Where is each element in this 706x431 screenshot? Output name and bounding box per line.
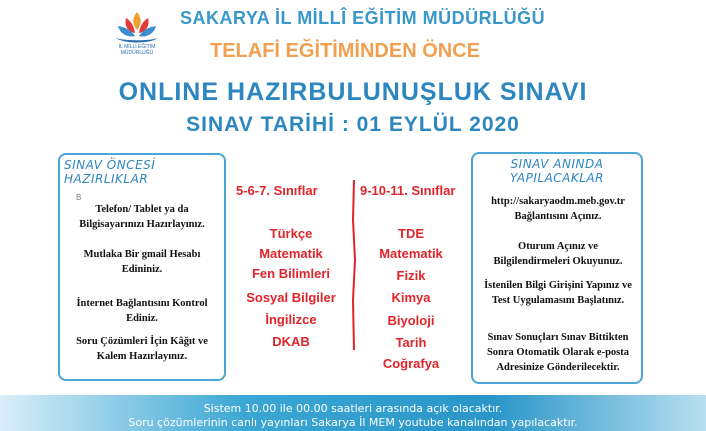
subject-right: Fizik [396,268,426,283]
subject-right: Biyoloji [387,313,435,328]
during-exam-heading [473,154,641,185]
organization-title: SAKARYA İL MİLLÎ EĞİTİM MÜDÜRLÜĞÜ [180,8,546,28]
pre-exam-heading-line2: HAZIRLIKLAR [64,172,149,186]
pre-exam-heading-line1: SINAV ÖNCESİ [64,158,156,172]
subject-left: Sosyal Bilgiler [246,290,336,305]
subject-right: Tarih [395,335,427,350]
page-title: ONLINE HAZIRBULUNUŞLUK SINAVI [118,78,588,106]
stray-mark: B [76,193,82,202]
footer-note-hours: Sistem 10.00 ile 00.00 saatleri arasında açık olacaktır. [203,402,503,415]
subject-right: Matematik [379,246,443,261]
grade-group-5-7-heading: 5-6-7. Sınıflar [236,183,318,198]
ministry-logo-icon [104,8,170,66]
subject-left: Fen Bilimleri [251,266,331,281]
during-exam-item: Sınav Sonuçları Sınav Bittikten Sonra Otomatik Olarak e-posta Adresinize Gönderilecektir. [486,332,630,373]
during-exam-item: http://sakaryaodm.meb.gov.tr Bağlantısını Açınız. [491,196,625,222]
pre-exam-heading [60,155,224,186]
pre-exam-item: İnternet Bağlantısını Kontrol Ediniz. [76,298,208,324]
footer-note-youtube: Soru çözümlerinin canlı yayınları Sakarya İl MEM youtube kanalından yapılacaktır. [128,416,578,429]
subject-left: İngilizce [265,312,317,327]
during-exam-item: İstenilen Bilgi Girişini Yapınız ve Test Uygulamasını Başlatınız. [484,280,632,306]
subject-right: Coğrafya [382,356,440,371]
logo-caption: İL MİLLİ EĞİTİM MÜDÜRLÜĞÜ [118,44,156,56]
pre-exam-item: Mutlaka Bir gmail Hesabı Edininiz. [83,249,201,275]
during-exam-heading-line1: SINAV ANINDA [510,157,604,171]
pre-exam-item: Telefon/ Tablet ya da Bilgisayarınızı Hazırlayınız. [79,204,205,230]
subject-left: Matematik [259,246,323,261]
subject-left: DKAB [272,334,310,349]
subtitle: TELAFİ EĞİTİMİNDEN ÖNCE [210,40,480,62]
during-exam-item: Oturum Açınız ve Bilgilendirmeleri Okuyunuz. [493,241,623,267]
during-exam-heading-line2: YAPILACAKLAR [510,171,604,185]
subject-left: Türkçe [269,226,313,241]
subject-right: TDE [398,226,424,241]
exam-date: SINAV TARİHİ : 01 EYLÜL 2020 [186,113,520,136]
pre-exam-item: Soru Çözümleri İçin Kâğıt ve Kalem Hazırlayınız. [76,336,208,362]
grade-group-9-11-heading: 9-10-11. Sınıflar [360,183,456,198]
subject-right: Kimya [391,290,431,305]
